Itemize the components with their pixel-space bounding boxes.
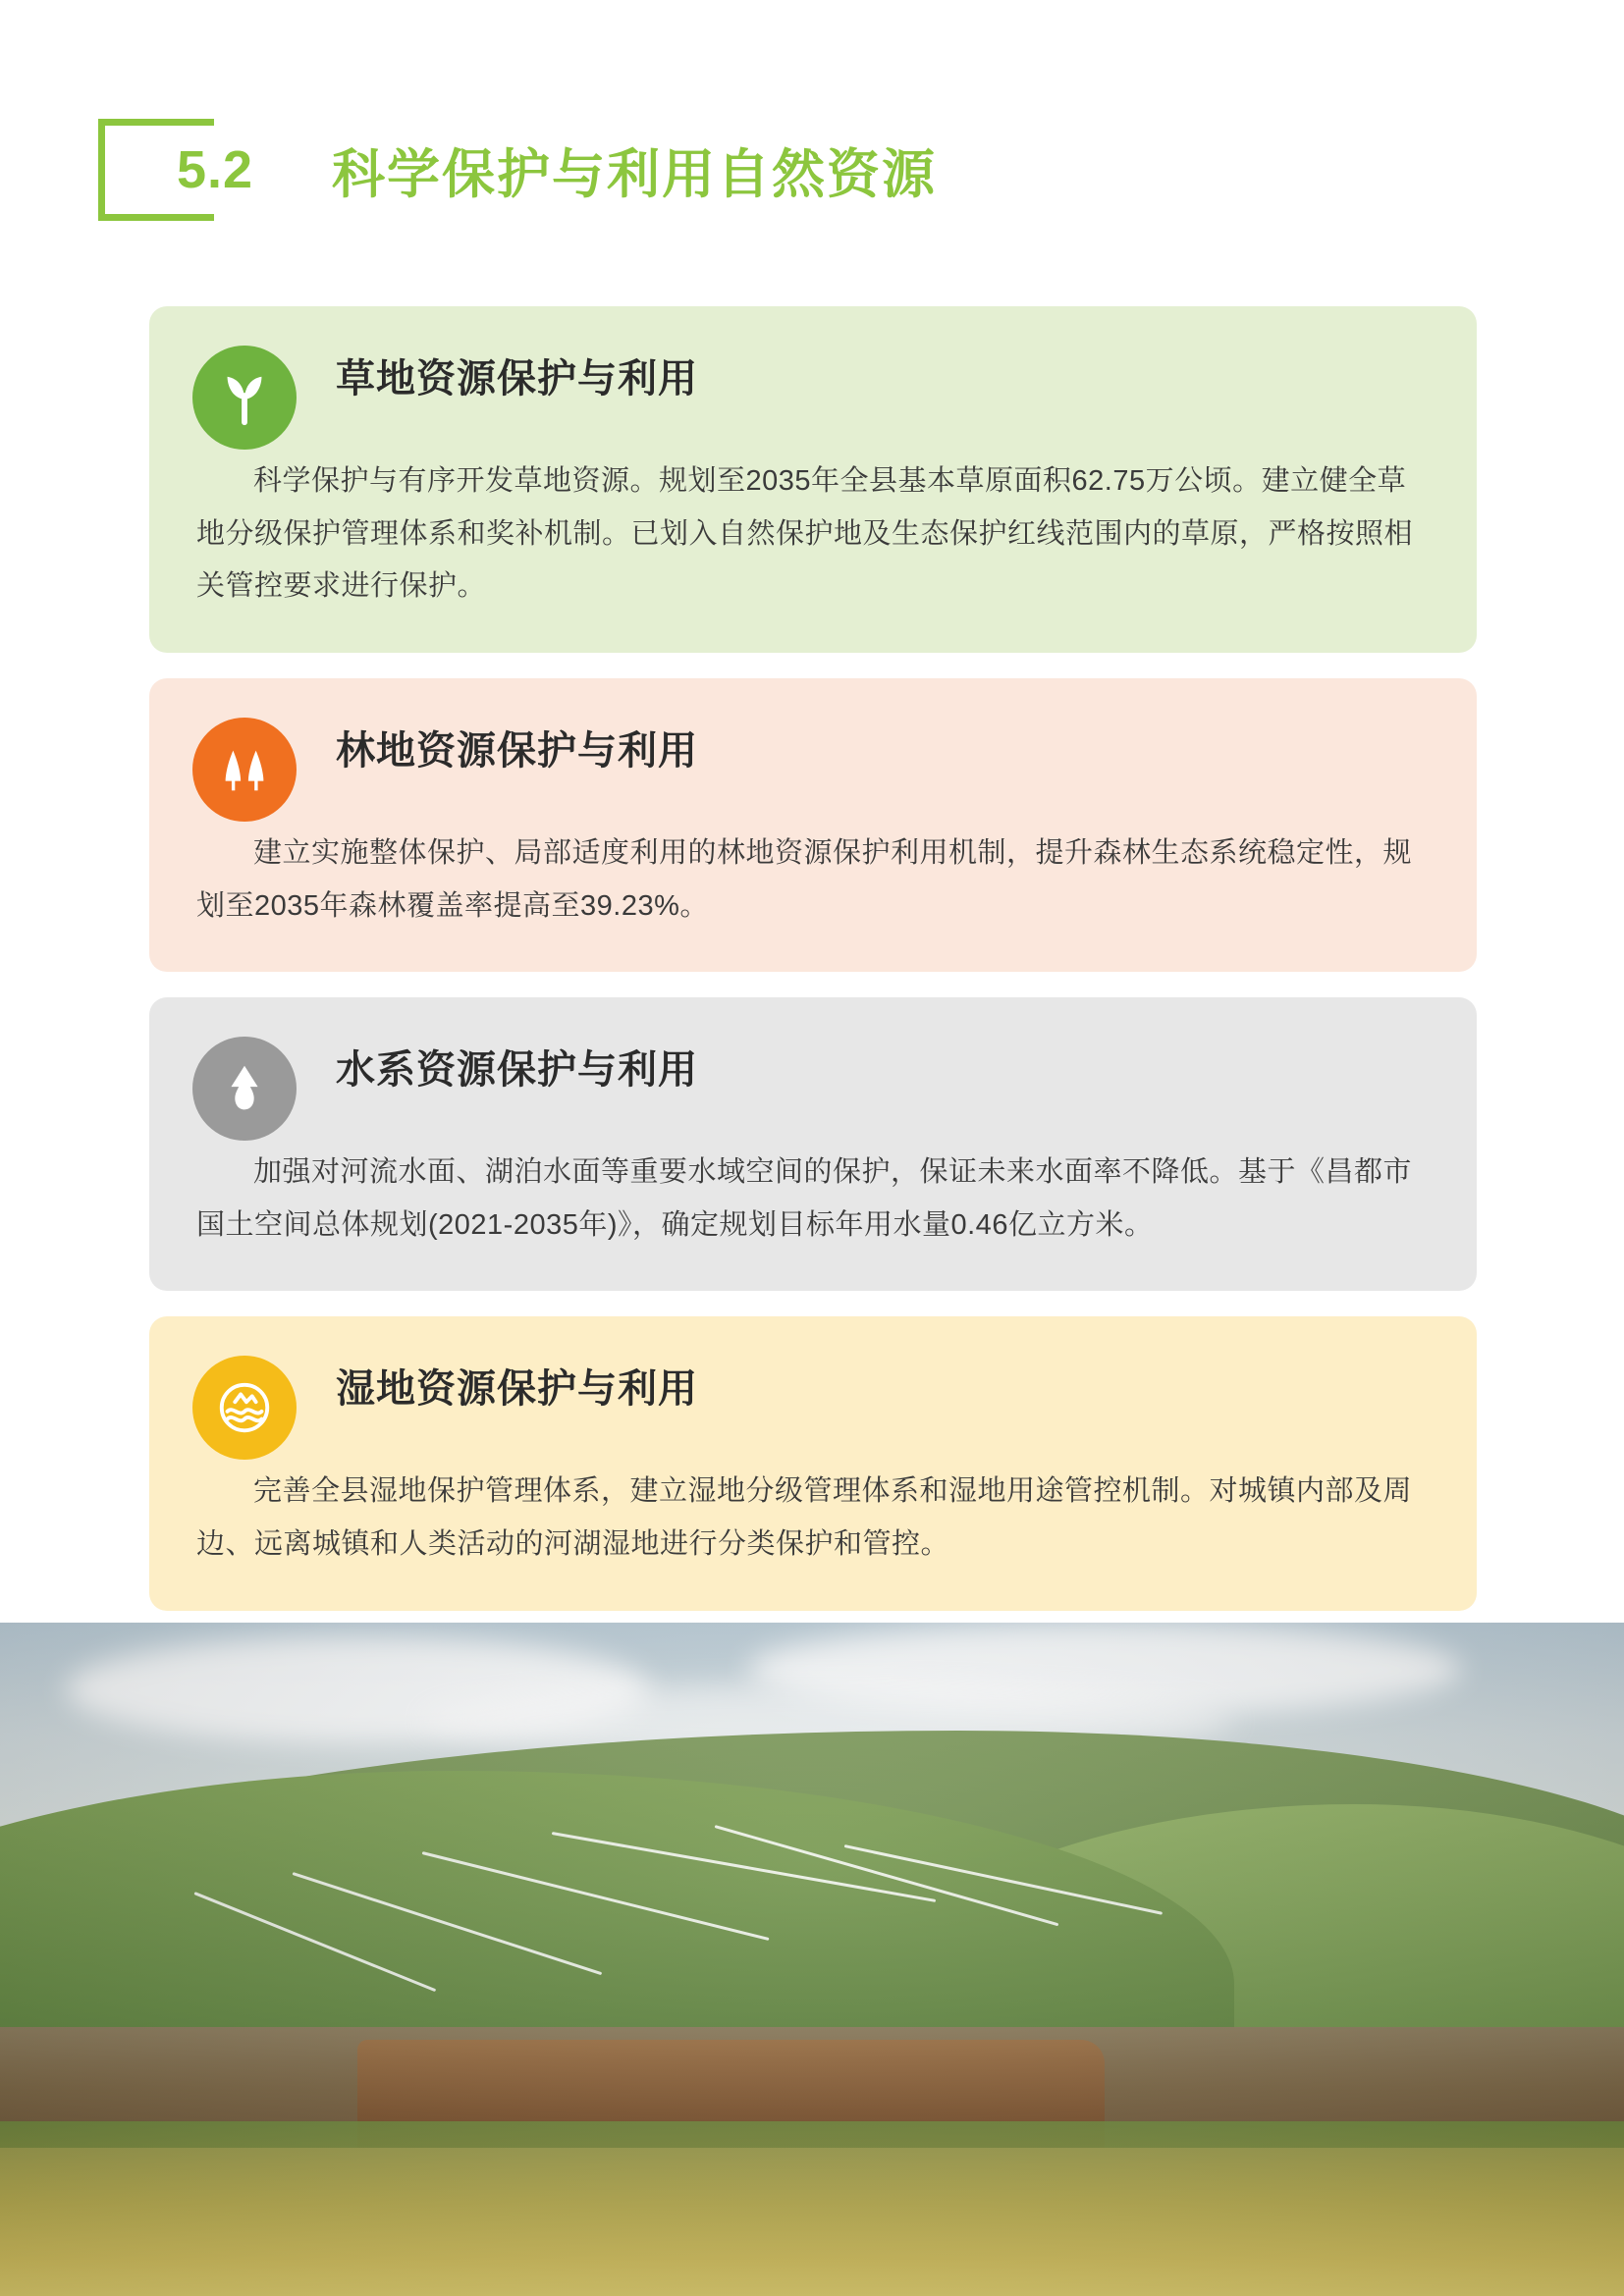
card-body-text: 加强对河流水面、湖泊水面等重要水域空间的保护，保证未来水面率不降低。基于《昌都市国土空间总体规划(2021-2035年)》，确定规划目标年用水量0.46亿立方米。 xyxy=(196,1156,1413,1241)
card-title: 湿地资源保护与利用 xyxy=(336,1367,698,1412)
card-body-text: 科学保护与有序开发草地资源。规划至2035年全县基本草原面积62.75万公顷。建立健全草地分级保护管理体系和奖补机制。已划入自然保护地及生态保护红线范围内的草原，严格按照相关管控要求进行保护。 xyxy=(196,465,1414,603)
card-title: 林地资源保护与利用 xyxy=(336,728,698,773)
card-water xyxy=(149,997,1477,1291)
card-header xyxy=(196,712,1430,822)
card-grassland xyxy=(149,306,1477,653)
photo-vignette xyxy=(0,1623,1624,2296)
card-header xyxy=(196,340,1430,450)
card-header xyxy=(196,1031,1430,1141)
resource-cards-list xyxy=(149,306,1477,1636)
card-title: 草地资源保护与利用 xyxy=(336,357,698,400)
section-number: 5.2 xyxy=(163,139,267,200)
water-mountain-icon xyxy=(192,1037,297,1141)
card-title: 水系资源保护与利用 xyxy=(336,1048,698,1093)
section-title: 科学保护与利用自然资源 xyxy=(332,144,937,204)
page-title xyxy=(98,116,937,224)
grassland-hillside-photo xyxy=(0,1623,1624,2296)
card-body-text: 建立实施整体保护、局部适度利用的林地资源保护利用机制，提升森林生态系统稳定性，规划至2035年森林覆盖率提高至39.23%。 xyxy=(196,836,1413,922)
card-body-text: 完善全县湿地保护管理体系，建立湿地分级管理体系和湿地用途管控机制。对城镇内部及周边、远离城镇和人类活动的河湖湿地进行分类保护和管控。 xyxy=(196,1475,1413,1561)
wetland-icon xyxy=(192,1356,297,1460)
photo-illustration xyxy=(0,1623,1624,2296)
card-header xyxy=(196,1350,1430,1460)
sprout-icon xyxy=(192,346,297,450)
card-forest xyxy=(149,678,1477,972)
trees-icon xyxy=(192,718,297,822)
card-wetland xyxy=(149,1316,1477,1610)
